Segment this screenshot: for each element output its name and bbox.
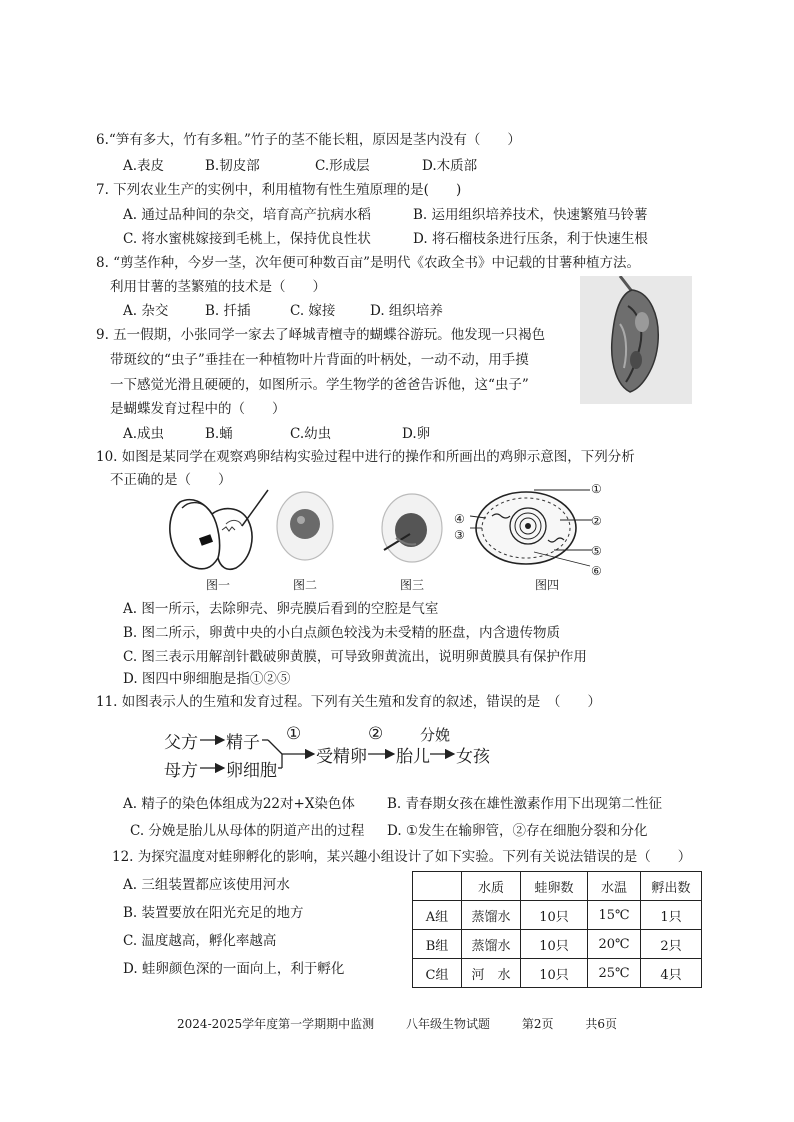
q8-stem: 8. “剪茎作种，今岁一茎，次年便可种数百亩”是明代《农政全书》中记载的甘薯种植方法。: [96, 255, 640, 271]
reproduction-flow-diagram: [164, 724, 504, 786]
q10-option-d: D. 图四中卵细胞是指①②⑤: [123, 671, 291, 687]
marker-2: ②: [591, 514, 602, 528]
table-cell: 4只: [641, 959, 702, 988]
table-cell: 蒸馏水: [462, 901, 521, 930]
table-row: [413, 930, 702, 959]
q9-stem-line1: 9. 五一假期，小张同学一家去了峄城青檀寺的蝴蝶谷游玩。他发现一只褐色: [96, 327, 546, 343]
table-cell: 河 水: [462, 959, 521, 988]
flow-girl: 女孩: [456, 747, 490, 767]
flow-zygote: 受精卵: [316, 747, 367, 767]
q6-option-b: B.韧皮部: [205, 158, 260, 174]
table-cell: 25℃: [588, 959, 641, 988]
footer-term: 2024-2025学年度第一学期期中监测: [177, 1017, 375, 1031]
q10-option-b: B. 图二所示，卵黄中央的小白点颜色较浅为未受精的胚盘，内含遗传物质: [123, 625, 561, 641]
q7-option-b: B. 运用组织培养技术，快速繁殖马铃薯: [413, 207, 648, 223]
flow-sperm: 精子: [226, 733, 260, 753]
q6-option-c: C.形成层: [315, 158, 370, 174]
table-header-cell: 孵出数: [641, 872, 702, 901]
table-cell: C组: [413, 959, 462, 988]
q8-option-c: C. 嫁接: [290, 303, 336, 319]
figure-4-label: 图四: [535, 578, 560, 592]
table-cell: 15℃: [588, 901, 641, 930]
table-header-cell: 水温: [588, 872, 641, 901]
table-cell: 1只: [641, 901, 702, 930]
q11-option-c: C. 分娩是胎儿从母体的阴道产出的过程: [130, 823, 365, 839]
marker-1: ①: [591, 482, 602, 496]
q11-option-a: A. 精子的染色体组成为22对+X染色体: [123, 796, 355, 812]
q8-option-a: A. 杂交: [123, 303, 169, 319]
q10-stem: 10. 如图是某同学在观察鸡卵结构实验过程中进行的操作和所画出的鸡卵示意图，下列分析: [96, 449, 635, 465]
marker-3: ③: [454, 528, 465, 542]
table-cell: 2只: [641, 930, 702, 959]
figure-1-egg-opened: [160, 484, 278, 574]
figure-2-egg-in-dish: [274, 490, 336, 562]
chrysalis-photo: [580, 276, 692, 404]
footer-total-pages: 共6页: [585, 1017, 617, 1031]
figure-1-label: 图一: [206, 578, 231, 592]
q9-stem-line3: 一下感觉光滑且硬硬的，如图所示。学生物学的爸爸告诉他，这“虫子”: [110, 377, 529, 393]
page-footer: [0, 1015, 794, 1032]
q12-option-b: B. 装置要放在阳光充足的地方: [123, 905, 304, 921]
table-cell: 20℃: [588, 930, 641, 959]
q9-option-b: B.蛹: [205, 426, 233, 442]
q6-option-a: A.表皮: [123, 158, 165, 174]
q10-option-a: A. 图一所示，去除卵壳、卵壳膜后看到的空腔是气室: [123, 601, 439, 617]
q12-option-a: A. 三组装置都应该使用河水: [123, 877, 290, 893]
table-header-cell: 水质: [462, 872, 521, 901]
flow-mother: 母方: [164, 761, 198, 781]
table-cell: 10只: [521, 901, 588, 930]
marker-6: ⑥: [591, 564, 602, 578]
q10-stem-cont: 不正确的是（ ）: [110, 472, 232, 488]
experiment-table: [412, 871, 702, 988]
table-header-cell: 蛙卵数: [521, 872, 588, 901]
table-row: [413, 901, 702, 930]
figure-4-egg-structure: [470, 480, 610, 576]
figure-2-label: 图二: [293, 578, 318, 592]
table-header-row: [413, 872, 702, 901]
table-header-cell: [413, 872, 462, 901]
table-cell: A组: [413, 901, 462, 930]
q8-option-b: B. 扦插: [205, 303, 251, 319]
q7-stem: 7. 下列农业生产的实例中，利用植物有性生殖原理的是( ): [96, 182, 462, 198]
footer-page-number: 第2页: [521, 1017, 554, 1031]
table-cell: 10只: [521, 959, 588, 988]
footer-subject: 八年级生物试题: [406, 1017, 491, 1031]
marker-5: ⑤: [591, 544, 602, 558]
q8-stem-cont: 利用甘薯的茎繁殖的技术是（ ）: [110, 279, 326, 295]
q9-option-d: D.卵: [402, 426, 431, 442]
q9-option-a: A.成虫: [123, 426, 165, 442]
q11-option-d: D. ①发生在输卵管，②存在细胞分裂和分化: [387, 823, 648, 839]
q6-option-d: D.木质部: [422, 158, 478, 174]
q12-option-d: D. 蛙卵颜色深的一面向上，利于孵化: [123, 961, 345, 977]
table-cell: B组: [413, 930, 462, 959]
q7-option-d: D. 将石榴枝条进行压条，利于快速生根: [413, 231, 648, 247]
table-cell: 10只: [521, 930, 588, 959]
flow-birth: 分娩: [420, 726, 451, 744]
q9-option-c: C.幼虫: [290, 426, 332, 442]
q7-option-c: C. 将水蜜桃嫁接到毛桃上，保持优良性状: [123, 231, 371, 247]
q8-option-d: D. 组织培养: [370, 303, 443, 319]
flow-step-2: ②: [368, 724, 384, 744]
flow-egg-cell: 卵细胞: [226, 761, 277, 781]
q9-stem-line4: 是蝴蝶发育过程中的（ ）: [110, 401, 286, 417]
q12-stem: 12. 为探究温度对蛙卵孵化的影响，某兴趣小组设计了如下实验。下列有关说法错误的是（ ）: [112, 849, 692, 865]
q10-option-c: C. 图三表示用解剖针戳破卵黄膜，可导致卵黄流出，说明卵黄膜具有保护作用: [123, 649, 587, 665]
q12-option-c: C. 温度越高，孵化率越高: [123, 933, 277, 949]
q9-stem-line2: 带斑纹的“虫子”垂挂在一种植物叶片背面的叶柄处，一动不动，用手摸: [110, 352, 529, 368]
flow-fetus: 胎儿: [396, 747, 430, 767]
q11-option-b: B. 青春期女孩在雄性激素作用下出现第二性征: [387, 796, 663, 812]
q11-stem: 11. 如图表示人的生殖和发育过程。下列有关生殖和发育的叙述，错误的是 （ ）: [96, 694, 602, 710]
q7-option-a: A. 通过品种间的杂交，培育高产抗病水稻: [123, 207, 371, 223]
table-row: [413, 959, 702, 988]
flow-arrows: [164, 724, 504, 786]
marker-4: ④: [454, 512, 465, 526]
table-cell: 蒸馏水: [462, 930, 521, 959]
flow-step-1: ①: [286, 724, 302, 744]
figure-3-label: 图三: [400, 578, 425, 592]
q6-stem: 6.“笋有多大，竹有多粗。”竹子的茎不能长粗，原因是茎内没有（ ）: [96, 132, 521, 148]
flow-father: 父方: [164, 733, 198, 753]
figure-3-needle-piercing: [378, 490, 446, 564]
